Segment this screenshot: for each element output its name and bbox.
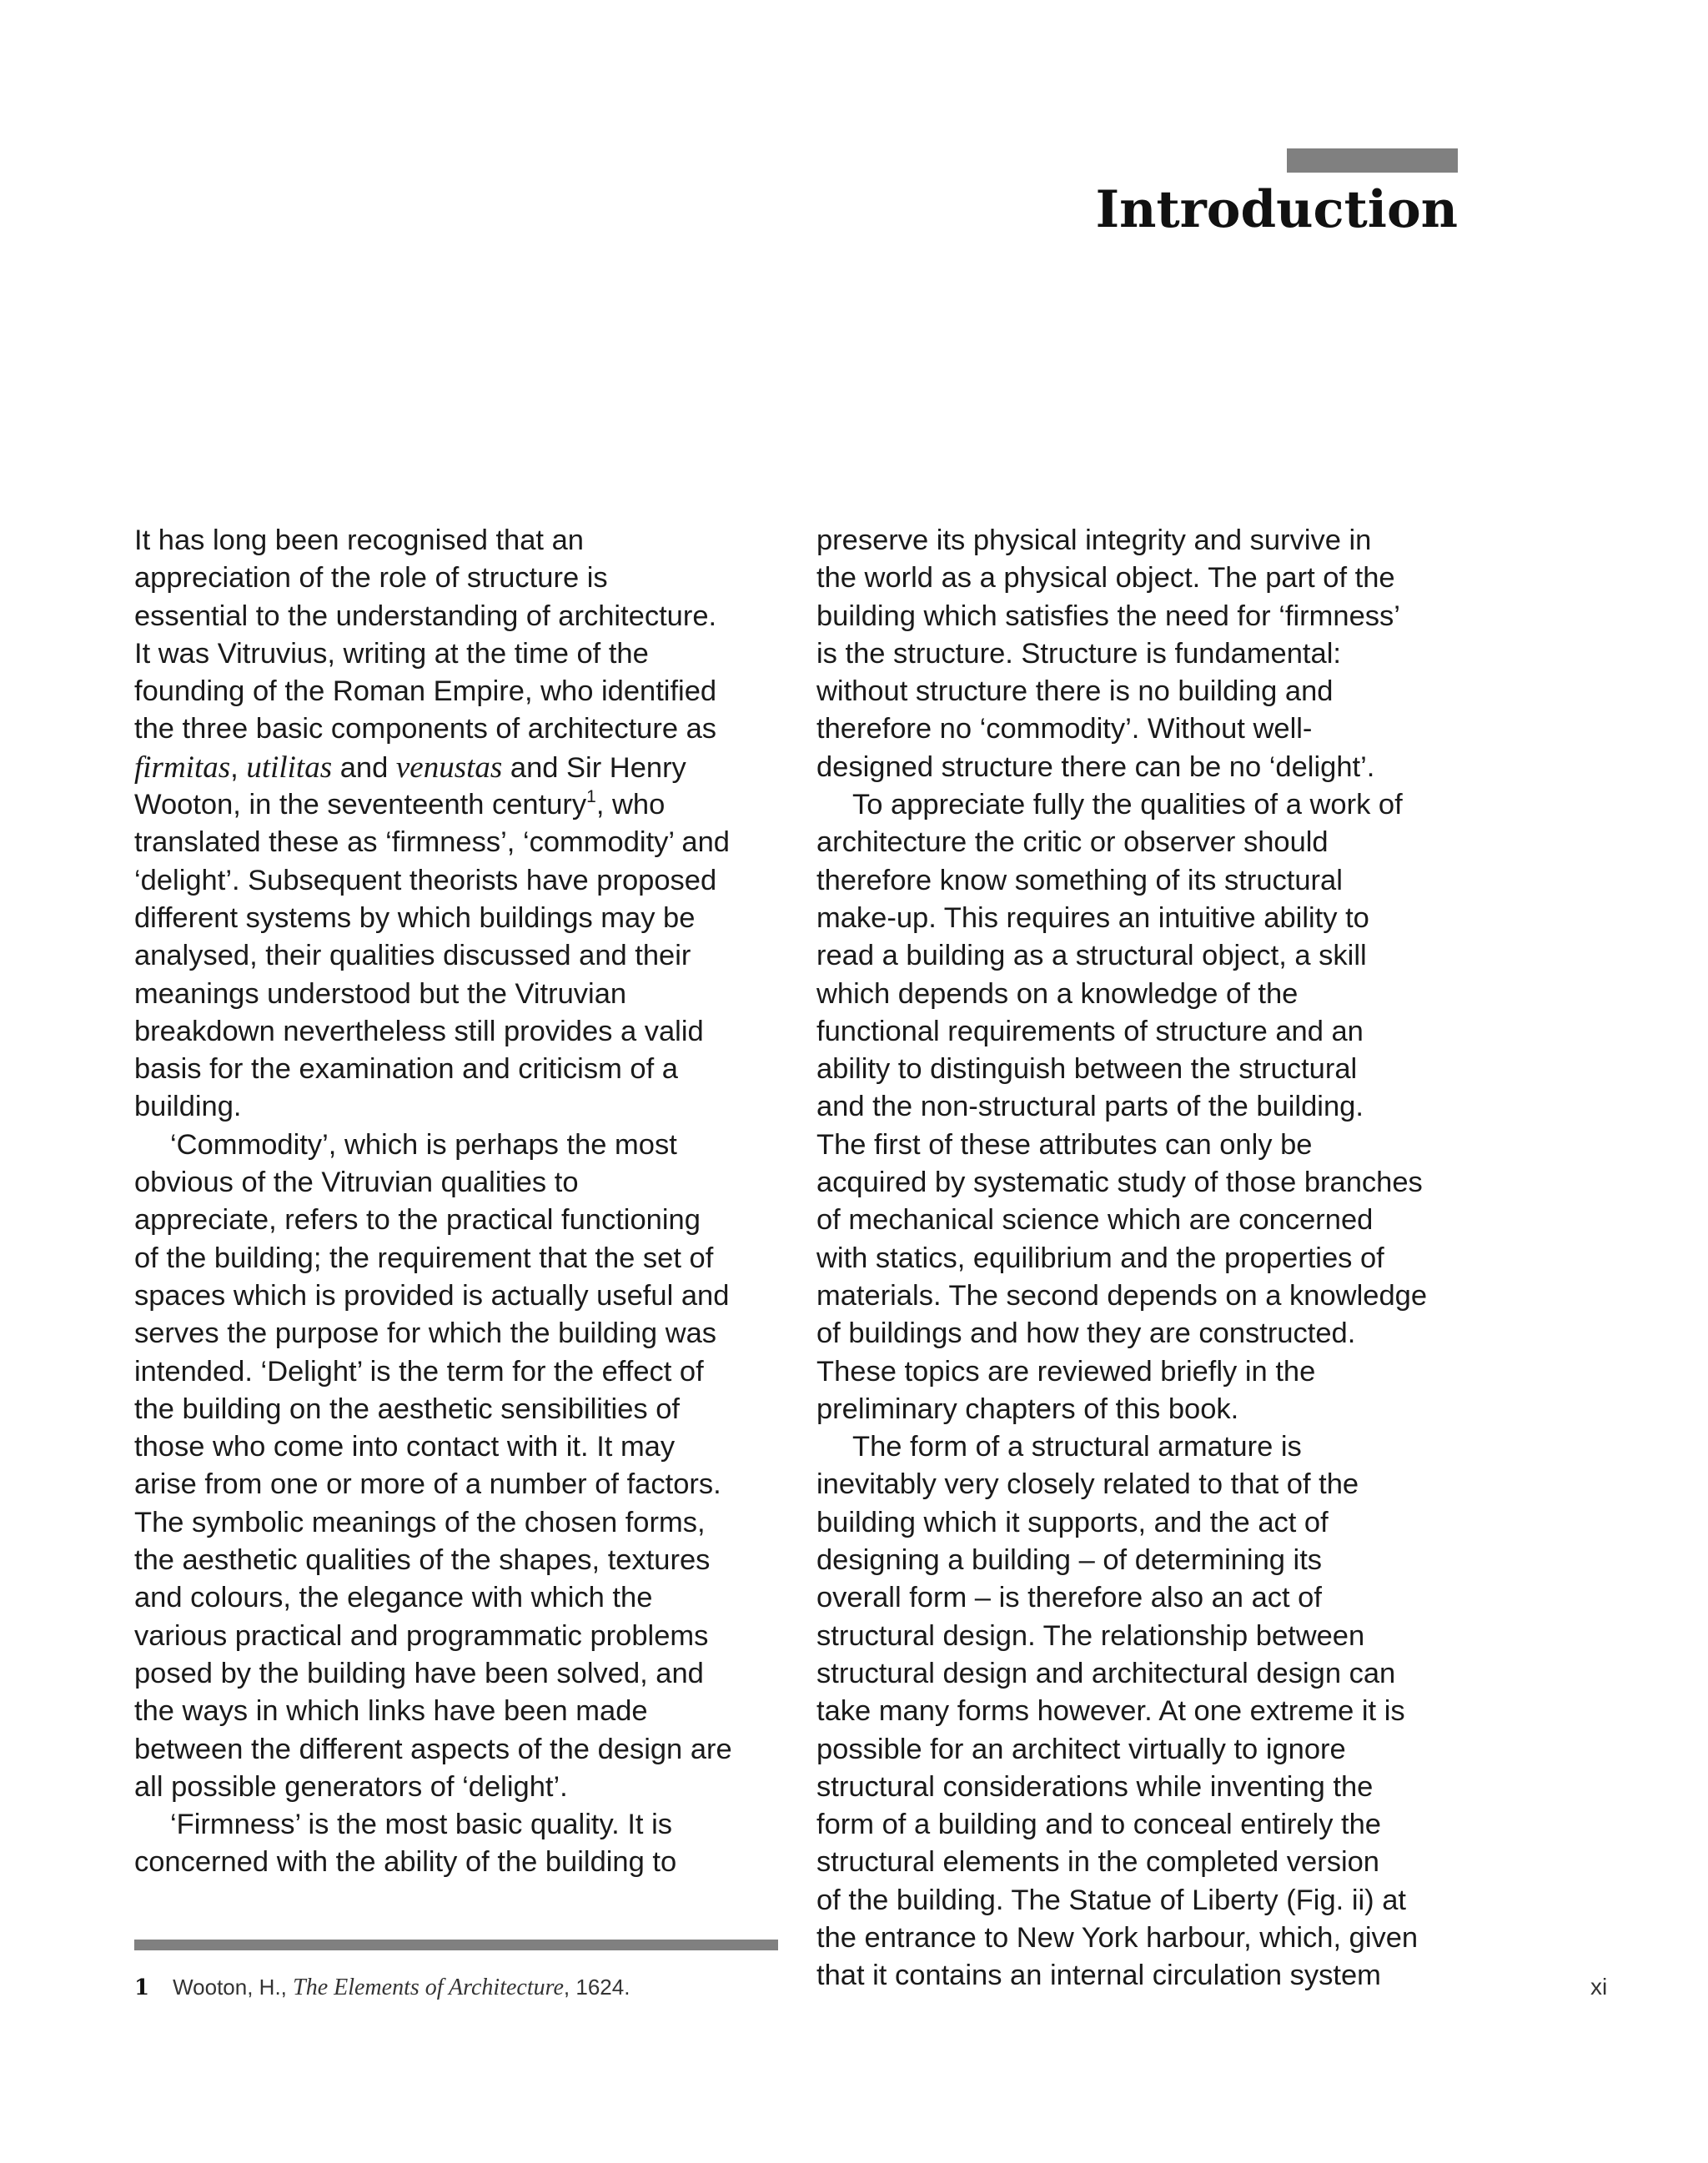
body-line: without structure there is no building and — [816, 675, 1334, 708]
body-line: architecture the critic or observer should — [816, 826, 1329, 859]
body-line — [134, 749, 785, 786]
body-line: intended. ‘Delight’ is the term for the effect of — [134, 1355, 704, 1388]
body-line: overall form – is therefore also an act of — [816, 1582, 1322, 1614]
body-line: the aesthetic qualities of the shapes, textures — [134, 1544, 711, 1577]
footnote-ref: 1 — [586, 787, 596, 807]
body-line: structural considerations while inventing the — [816, 1770, 1374, 1803]
footnote-divider — [134, 1940, 778, 1950]
body-line: The symbolic meanings of the chosen forms, — [134, 1506, 706, 1538]
body-line: essential to the understanding of architecture. — [134, 600, 717, 632]
body-line: ability to distinguish between the structural — [816, 1053, 1358, 1086]
body-line: translated these as ‘firmness’, ‘commodity’ and — [134, 826, 730, 859]
left-column — [134, 522, 785, 1882]
body-line: materials. The second depends on a knowledge — [816, 1279, 1428, 1312]
body-line: concerned with the ability of the building to — [134, 1846, 677, 1879]
body-line: with statics, equilibrium and the properties of — [816, 1242, 1384, 1274]
body-line: of the building. The Statue of Liberty (Fig. ii) at — [816, 1884, 1406, 1916]
body-line: founding of the Roman Empire, who identified — [134, 675, 717, 708]
body-line: serves the purpose for which the building was — [134, 1317, 717, 1350]
italic-term: utilitas — [246, 750, 333, 785]
body-line: ‘Commodity’, which is perhaps the most — [170, 1128, 677, 1161]
body-line: These topics are reviewed briefly in the — [816, 1355, 1316, 1388]
footnote-number: 1 — [134, 1975, 150, 2000]
body-line: preserve its physical integrity and survive in — [816, 524, 1372, 556]
body-line: meanings understood but the Vitruvian — [134, 977, 627, 1010]
body-line: possible for an architect virtually to ignore — [816, 1733, 1346, 1765]
body-line: the three basic components of architecture as — [134, 713, 717, 745]
body-line: structural design. The relationship between — [816, 1619, 1365, 1652]
body-line: make-up. This requires an intuitive ability to — [816, 901, 1369, 934]
body-line: The form of a structural armature is — [852, 1431, 1302, 1463]
body-line: form of a building and to conceal entirely the — [816, 1809, 1381, 1841]
body-line: appreciation of the role of structure is — [134, 562, 608, 595]
footnote-book-title: The Elements of Architecture — [293, 1975, 564, 2000]
body-line: the entrance to New York harbour, which, given — [816, 1921, 1419, 1954]
body-line: ‘Firmness’ is the most basic quality. It is — [170, 1809, 672, 1841]
body-line: inevitably very closely related to that of the — [816, 1468, 1359, 1501]
body-line: designing a building – of determining its — [816, 1544, 1323, 1577]
separator-text: , — [230, 751, 247, 784]
body-line: breakdown nevertheless still provides a valid — [134, 1015, 704, 1047]
body-line: that it contains an internal circulation system — [816, 1960, 1381, 1992]
body-line: the world as a physical object. The part of the — [816, 562, 1395, 595]
body-line: the ways in which links have been made — [134, 1695, 648, 1728]
body-line: which depends on a knowledge of the — [816, 977, 1299, 1010]
body-line: those who come into contact with it. It may — [134, 1431, 676, 1463]
body-line: read a building as a structural object, a skill — [816, 940, 1367, 972]
body-line: structural elements in the completed version — [816, 1846, 1379, 1879]
body-line — [134, 786, 785, 824]
italic-term: firmitas — [134, 750, 231, 785]
footnote-author: Wooton, H., — [173, 1975, 294, 2000]
separator-text: and — [332, 751, 396, 784]
body-line: the building on the aesthetic sensibilities of — [134, 1393, 681, 1425]
body-line: building which it supports, and the act of — [816, 1506, 1329, 1538]
body-line: The first of these attributes can only be — [816, 1128, 1313, 1161]
body-line: posed by the building have been solved, and — [134, 1657, 704, 1689]
line-head: Wooton, in the seventeenth century — [134, 789, 587, 821]
body-line: building. — [134, 1091, 242, 1123]
body-line: ‘delight’. Subsequent theorists have proposed — [134, 864, 717, 896]
italic-term: venustas — [395, 750, 503, 785]
body-line: various practical and programmatic problems — [134, 1619, 709, 1652]
body-line: spaces which is provided is actually useful and — [134, 1279, 730, 1312]
body-line: It was Vitruvius, writing at the time of the — [134, 637, 649, 670]
body-line: of mechanical science which are concerned — [816, 1204, 1374, 1237]
body-line: To appreciate fully the qualities of a work of — [852, 789, 1403, 821]
line-tail: , who — [595, 789, 666, 821]
page-title: Introduction — [1095, 180, 1458, 239]
body-line: structural design and architectural design can — [816, 1657, 1396, 1689]
body-line: appreciate, refers to the practical functioning — [134, 1204, 701, 1237]
body-line: preliminary chapters of this book. — [816, 1393, 1239, 1425]
body-line: designed structure there can be no ‘delight’. — [816, 750, 1375, 783]
right-column — [816, 522, 1467, 1995]
body-line: analysed, their qualities discussed and their — [134, 940, 691, 972]
page-number: xi — [1590, 1974, 1608, 2000]
body-line: therefore no ‘commodity’. Without well- — [816, 713, 1313, 745]
body-line: arise from one or more of a number of factors. — [134, 1468, 721, 1501]
footnote-year: , 1624. — [563, 1975, 630, 2000]
body-line: building which satisfies the need for ‘firmness’ — [816, 600, 1400, 632]
body-line: functional requirements of structure and an — [816, 1015, 1364, 1047]
body-line: acquired by systematic study of those branches — [816, 1167, 1423, 1199]
body-line: all possible generators of ‘delight’. — [134, 1770, 568, 1803]
title-accent-bar — [1287, 148, 1458, 173]
body-line: and colours, the elegance with which the — [134, 1582, 653, 1614]
footnote — [134, 1972, 630, 2003]
body-line: different systems by which buildings may be — [134, 901, 696, 934]
body-line: therefore know something of its structural — [816, 864, 1343, 896]
line-tail: and Sir Henry — [502, 751, 686, 784]
body-line: It has long been recognised that an — [134, 524, 584, 556]
body-line: take many forms however. At one extreme it is — [816, 1695, 1405, 1728]
body-line: of buildings and how they are constructed. — [816, 1317, 1356, 1350]
body-line: and the non-structural parts of the building. — [816, 1091, 1364, 1123]
body-line: is the structure. Structure is fundamental: — [816, 637, 1341, 670]
body-line: obvious of the Vitruvian qualities to — [134, 1167, 579, 1199]
body-line: between the different aspects of the design are — [134, 1733, 732, 1765]
body-line: of the building; the requirement that the set of — [134, 1242, 714, 1274]
body-line: basis for the examination and criticism of a — [134, 1053, 678, 1086]
